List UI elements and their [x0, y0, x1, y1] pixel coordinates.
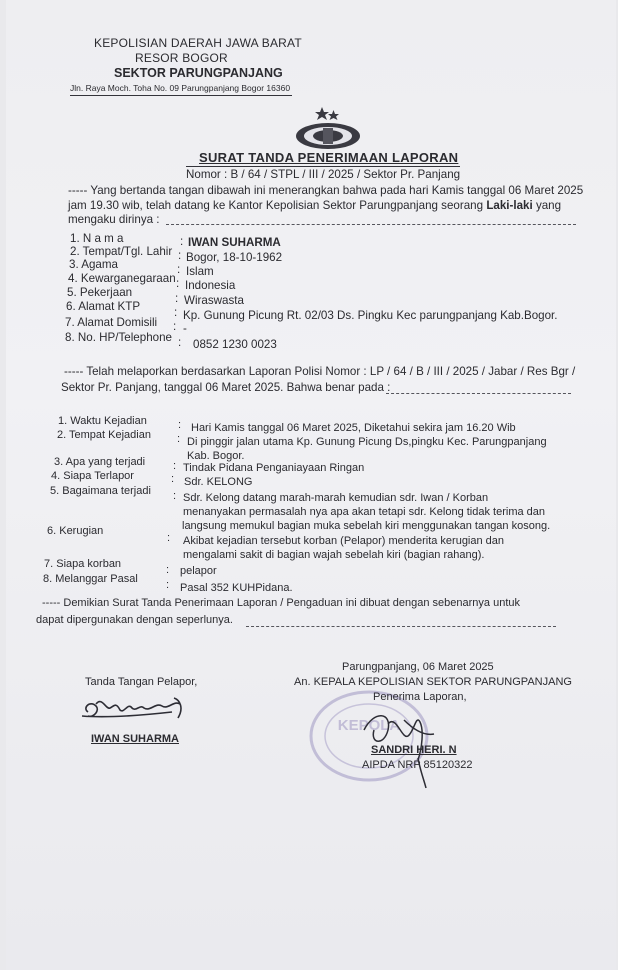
reporter-signature-caption: Tanda Tangan Pelapor, — [85, 676, 198, 688]
identity-colon: : — [178, 336, 182, 349]
identity-value-domicile: - — [183, 322, 187, 335]
intro-dash-fill — [166, 224, 576, 225]
identity-value-birth: Bogor, 18-10-1962 — [186, 251, 283, 264]
intro-line-2-end: yang — [532, 199, 562, 212]
detail-label-how: 5. Bagaimana terjadi — [50, 485, 151, 497]
detail-colon: : — [173, 460, 177, 472]
detail-label-reported: 4. Siapa Terlapor — [51, 470, 134, 482]
detail-label-what: 3. Apa yang terjadi — [54, 456, 146, 468]
detail-label-loss: 6. Kerugian — [47, 525, 104, 537]
letterhead-line-1: KEPOLISIAN DAERAH JAWA BARAT — [94, 36, 302, 50]
officer-name: SANDRI HERI. N — [371, 744, 457, 756]
detail-label-article: 8. Melanggar Pasal — [43, 573, 138, 585]
intro-line-2-text: jam 19.30 wib, telah datang ke Kantor Kepolisian Sektor Parungpanjang seorang — [68, 199, 487, 212]
detail-label-victim: 7. Siapa korban — [44, 558, 122, 570]
identity-value-phone: 0852 1230 0023 — [193, 338, 277, 351]
identity-colon: : — [174, 306, 178, 319]
letterhead-line-3: SEKTOR PARUNGPANJANG — [114, 66, 283, 80]
officer-title-line-1: An. KEPALA KEPOLISIAN SEKTOR PARUNGPANJANG — [294, 676, 572, 688]
detail-value-victim: pelapor — [180, 565, 217, 577]
identity-colon: : — [173, 320, 177, 333]
detail-colon: : — [178, 419, 182, 431]
identity-label-occupation: 5. Pekerjaan — [67, 286, 133, 299]
identity-label-phone: 8. No. HP/Telephone — [65, 331, 172, 344]
detail-value-time: Hari Kamis tanggal 06 Maret 2025, Diketahui sekira jam 16.20 Wib — [191, 422, 516, 434]
detail-colon: : — [177, 433, 181, 445]
detail-value-how-line-2: menanyakan permasalah nya apa akan tetapi sdr. Kelong tidak terima dan — [183, 506, 546, 518]
police-emblem-icon — [292, 106, 364, 152]
identity-value-religion: Islam — [186, 265, 214, 278]
letterhead-address: Jln. Raya Moch. Toha No. 09 Parungpanjang Bogor 16360 — [70, 83, 291, 93]
report-line-2: Sektor Pr. Panjang, tanggal 06 Maret 2025. Bahwa benar pada : — [61, 381, 391, 394]
detail-value-place-line-2: Kab. Bogor. — [187, 450, 245, 462]
identity-colon: : — [175, 292, 179, 305]
detail-value-place-line-1: Di pinggir jalan utama Kp. Gunung Picung Ds,pingku Kec. Parungpanjang — [187, 436, 547, 448]
identity-colon: : — [177, 263, 181, 276]
identity-label-citizenship: 4. Kewarganegaraan — [68, 272, 176, 285]
letterhead-divider — [70, 95, 292, 96]
identity-label-religion: 3. Agama — [69, 258, 118, 271]
identity-value-occupation: Wiraswasta — [184, 294, 244, 307]
detail-value-how-line-1: Sdr. Kelong datang marah-marah kemudian sdr. Iwan / Korban — [183, 492, 489, 504]
intro-line-2 — [68, 199, 561, 213]
detail-colon: : — [166, 564, 170, 576]
detail-value-what: Tindak Pidana Penganiayaan Ringan — [183, 462, 365, 474]
identity-value-name: IWAN SUHARMA — [188, 236, 281, 249]
detail-label-time: 1. Waktu Kejadian — [58, 415, 147, 427]
detail-value-loss-line-2: mengalami sakit di bagian wajah sebelah kiri (bagian rahang). — [183, 549, 485, 561]
document-page — [6, 0, 616, 970]
letterhead-line-2: RESOR BOGOR — [135, 51, 228, 65]
detail-label-place: 2. Tempat Kejadian — [57, 429, 151, 441]
officer-title-line-2: Penerima Laporan, — [373, 691, 467, 703]
detail-value-loss-line-1: Akibat kejadian tersebut korban (Pelapor) menderita kerugian dan — [183, 535, 505, 547]
closing-line-2: dapat dipergunakan dengan seperlunya. — [36, 614, 233, 626]
identity-value-ktp-address: Kp. Gunung Picung Rt. 02/03 Ds. Pingku Kec parungpanjang Kab.Bogor. — [183, 309, 558, 322]
detail-value-article: Pasal 352 KUHPidana. — [180, 582, 293, 594]
intro-gender: Laki-laki — [486, 199, 533, 212]
detail-colon: : — [171, 473, 175, 485]
document-number: Nomor : B / 64 / STPL / III / 2025 / Sektor Pr. Panjang — [186, 168, 461, 181]
identity-colon: : — [176, 277, 180, 290]
report-dash-fill — [386, 393, 571, 394]
identity-value-citizenship: Indonesia — [185, 279, 236, 292]
officer-rank-nrp: AIPDA NRP 85120322 — [362, 759, 473, 771]
intro-line-1: ----- Yang bertanda tangan dibawah ini menerangkan bahwa pada hari Kamis tanggal 06 Maret 2025 — [68, 184, 584, 197]
closing-line-1: ----- Demikian Surat Tanda Penerimaan Laporan / Pengaduan ini dibuat dengan sebenarnya untuk — [42, 597, 520, 609]
detail-colon: : — [167, 532, 171, 544]
identity-colon: : — [180, 235, 184, 248]
place-date: Parungpanjang, 06 Maret 2025 — [342, 661, 494, 673]
detail-value-reported: Sdr. KELONG — [184, 476, 253, 488]
reporter-signature-scribble — [76, 692, 196, 726]
identity-label-birth: 2. Tempat/Tgl. Lahir — [70, 245, 173, 258]
document-title: SURAT TANDA PENERIMAAN LAPORAN — [199, 150, 459, 165]
closing-dash-fill — [246, 626, 556, 627]
detail-colon: : — [173, 490, 177, 502]
svg-text:KEPOLA: KEPOLA — [337, 717, 401, 734]
reporter-name: IWAN SUHARMA — [91, 733, 179, 745]
identity-label-name: 1. N a m a — [70, 232, 124, 245]
identity-colon: : — [178, 249, 182, 262]
identity-label-domicile: 7. Alamat Domisili — [65, 316, 158, 329]
detail-colon: : — [166, 579, 170, 591]
identity-label-ktp-address: 6. Alamat KTP — [66, 300, 141, 313]
intro-line-3: mengaku dirinya : — [68, 213, 160, 226]
report-line-1: ----- Telah melaporkan berdasarkan Laporan Polisi Nomor : LP / 64 / B / III / 2025 / Jabar / Res Bgr / — [64, 365, 576, 378]
detail-value-how-line-3: langsung memukul bagian muka sebelah kiri menggunakan tangan kosong. — [182, 520, 551, 532]
